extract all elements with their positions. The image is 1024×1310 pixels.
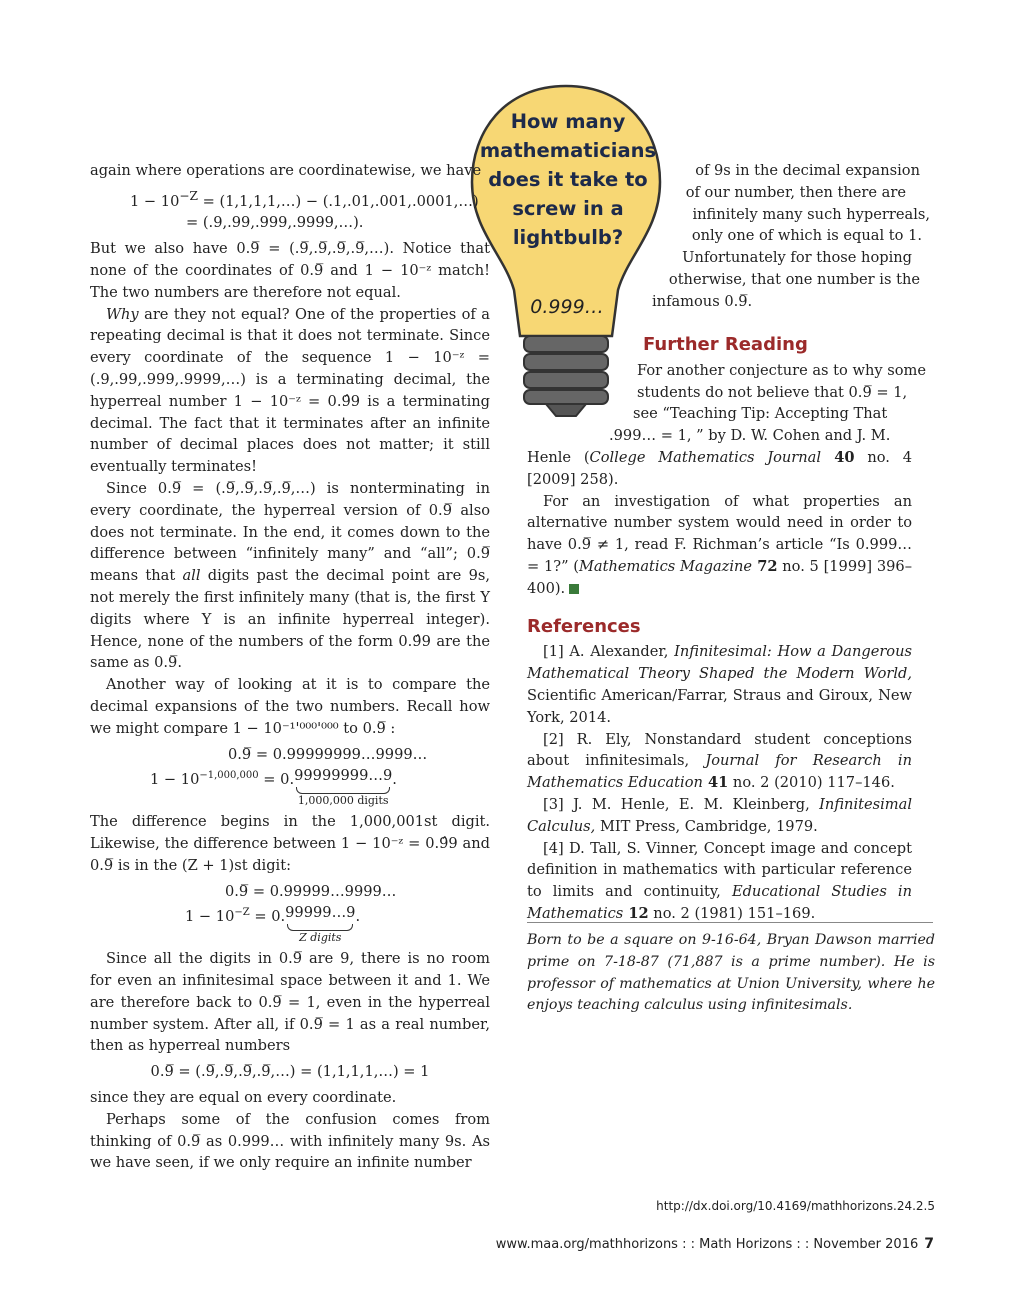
- equation-line: [185, 881, 490, 903]
- eq-term: 0.9̅ = 0.99999999…9999…: [228, 745, 428, 763]
- doi-link[interactable]: http://dx.doi.org/10.4169/mathhorizons.24.2.5: [656, 1199, 935, 1213]
- ref-title: Infinitesimal Calculus,: [527, 795, 912, 835]
- paragraph: [527, 491, 912, 600]
- bulb-line: does it take to: [488, 168, 648, 191]
- text: Scientific American/Farrar, Straus and Giroux, New York, 2014.: [527, 686, 912, 726]
- right-column: [527, 334, 926, 925]
- equation-block: [90, 186, 490, 234]
- reference-item: [527, 729, 912, 794]
- left-column: [90, 160, 490, 1174]
- equation-line: [130, 186, 490, 213]
- ref-title: Infinitesimal: How a Dangerous Mathematical Theory Shaped the Modern World,: [527, 643, 912, 683]
- brace-shape: [287, 924, 353, 931]
- text: Since 0.9̅ = (.9̅,.9̅,.9̅,.9̅,…) is nonterminating in every coordinate, the hyperreal version of 0.9̅ also does not terminate. In the end, it comes down to the difference between “infinitely many” and “all”; 0.9̅ means that: [90, 480, 490, 585]
- underbrace: [294, 765, 392, 807]
- divider: [527, 922, 933, 923]
- ref-title: Journal for Research in Mathematics Education: [527, 752, 912, 792]
- eq-term: .: [392, 771, 397, 789]
- section-heading-further-reading: Further Reading: [643, 334, 808, 355]
- eq-term: = 0.: [254, 908, 286, 926]
- equation-line: [150, 765, 490, 807]
- wrapped-line: Unfortunately for those hoping: [682, 249, 912, 267]
- author-bio: Born to be a square on 9-16-64, Bryan Dawson married prime on 7-18-87 (71,887 is a prime number). He is professor of mathematics at Union University, where he enjoys teaching calculus using infinitesimals.: [527, 932, 935, 1014]
- text: Henle (: [527, 448, 590, 466]
- text: digits past the decimal point are 9s, not merely the first infinitely many (that is, the first Y digits where Y is an infinite hyperreal integer). Hence, none of the numbers of the form 0.9̂9 are the same as 0.9̅.: [90, 567, 490, 672]
- wrapped-line: only one of which is equal to 1.: [691, 227, 922, 245]
- eq-term: 1 − 10: [130, 192, 180, 210]
- bulb-line: screw in a: [512, 197, 624, 220]
- equation-line: [185, 902, 490, 944]
- ref-title: Educational Studies in Mathematics: [527, 883, 912, 922]
- brace-label: 1,000,000 digits: [297, 794, 389, 808]
- bulb-line: mathematicians: [479, 139, 657, 162]
- journal-title: Mathematics Magazine: [578, 557, 753, 575]
- eq-term: 0.9̅ = 0.99999…9999…: [225, 882, 397, 900]
- text: [3] J. M. Henle, E. M. Kleinberg,: [543, 795, 820, 813]
- text: [1] A. Alexander,: [543, 643, 675, 661]
- bulb-line: How many: [510, 110, 626, 133]
- wrapped-line: of our number, then there are: [685, 183, 906, 201]
- page-footer: [496, 1236, 934, 1252]
- text: no. 4 [2009] 258).: [527, 448, 912, 488]
- eq-term: 0.9̅ = (.9̅,.9̅,.9̅,.9̅,…) = (1,1,1,1,…) = 1: [150, 1063, 430, 1081]
- text: [2] R. Ely, Nonstandard student conceptions about infinitesimals,: [527, 730, 912, 770]
- paragraph: Since all the digits in 0.9̅ are 9, there is no room for even an infinitesimal space between it and 1. We are therefore back to 0.9̅ = 1, even in the hyperreal number system. After all, if 0.9̅ = 1 as a real number, then as hyperreal numbers: [90, 950, 490, 1055]
- wrapped-line: For another conjecture as to why some: [637, 361, 926, 379]
- end-square-icon: [569, 584, 579, 594]
- text: For an investigation of what properties an alternative number system would need in order to have 0.9̅ ≠ 1, read F. Richman’s article “Is 0.999… = 1?” (: [527, 492, 912, 575]
- wrapped-text: [640, 160, 930, 313]
- paragraph: The difference begins in the 1,000,001st digit. Likewise, the difference between 1 − 10⁻ᶻ = 0.9̂9 and 0.9̅ is in the (Z + 1)st digit:: [90, 813, 490, 874]
- wrapped-line: of 9s in the decimal expansion: [695, 162, 920, 179]
- paragraph: again where operations are coordinatewise, we have: [90, 162, 482, 179]
- equation-block: [90, 1061, 490, 1083]
- wrapped-line: students do not believe that 0.9̅ = 1,: [637, 383, 908, 401]
- wrapped-line: infamous 0.9̅.: [652, 292, 753, 310]
- volume: 41: [702, 774, 729, 792]
- page-number: 7: [924, 1236, 934, 1252]
- eq-term: = (.9,.99,.999,.9999,…).: [186, 214, 364, 232]
- equation-block: [90, 881, 490, 945]
- bulb-line: lightbulb?: [512, 226, 624, 249]
- eq-digits: 99999999…9: [294, 767, 393, 785]
- footer-text: www.maa.org/mathhorizons : : Math Horizons : : November 2016: [495, 1237, 919, 1252]
- brace-label: Z digits: [299, 931, 342, 945]
- eq-term: = (1,1,1,1,…) − (.1,.01,.001,.0001,…): [202, 192, 479, 210]
- text: no. 2 (2010) 117–146.: [728, 774, 895, 792]
- eq-term: = 0.: [263, 771, 295, 789]
- text: [4] D. Tall, S. Vinner, Concept image and concept definition in mathematics with particular reference to limits and continuity,: [527, 839, 912, 901]
- reference-item: [527, 641, 912, 728]
- equation-line: [150, 744, 490, 766]
- volume: 72: [752, 557, 778, 575]
- eq-digits: 99999…9: [285, 904, 356, 922]
- text: are they not equal? One of the properties of a repeating decimal is that it does not terminate. Since every coordinate of the sequence 1 − 10⁻ᶻ = (.9,.99,.999,.9999,…) is a terminating decimal, the hyperreal number 1 − 10⁻ᶻ = 0.9̂9 is a terminating decimal. The fact that it terminates after an infinite number of decimal places does not matter; it still eventually terminates!: [90, 305, 490, 476]
- paragraph: [527, 447, 912, 491]
- paragraph: Perhaps some of the confusion comes from thinking of 0.9̅ as 0.999… with infinitely many 9s. As we have seen, if we only require an infinite number: [90, 1110, 490, 1172]
- volume: 12: [623, 904, 649, 922]
- eq-exponent: −Z: [179, 188, 199, 203]
- paragraph: But we also have 0.9̅ = (.9̅,.9̅,.9̅,.9̅,…). Notice that none of the coordinates of 0.9̅ and 1 − 10⁻ᶻ match! The two numbers are therefore not equal.: [90, 240, 490, 301]
- eq-term: 1 − 10: [150, 771, 200, 789]
- reference-item: [527, 794, 912, 838]
- emphasis: all: [182, 567, 201, 585]
- eq-term: .: [355, 908, 361, 926]
- wrapped-line: see “Teaching Tip: Accepting That: [633, 405, 888, 423]
- bulb-answer: 0.999…: [530, 296, 604, 318]
- paragraph: [90, 304, 490, 478]
- equation-block: [90, 744, 490, 808]
- journal-title: College Mathematics Journal: [589, 448, 822, 466]
- eq-exponent: −Z: [234, 907, 250, 919]
- paragraph: [90, 478, 490, 674]
- volume: 40: [821, 448, 855, 466]
- equation-line: [130, 212, 490, 234]
- eq-term: 1 − 10: [185, 908, 235, 926]
- wrapped-line: infinitely many such hyperreals,: [692, 205, 930, 223]
- underbrace: [285, 902, 355, 944]
- wrapped-line: otherwise, that one number is the: [668, 270, 920, 288]
- section-heading-references: References: [527, 615, 641, 637]
- reference-item: [527, 838, 912, 925]
- text: no. 2 (1981) 151–169.: [648, 904, 816, 922]
- eq-exponent: −1,000,000: [199, 770, 259, 782]
- text: MIT Press, Cambridge, 1979.: [595, 817, 818, 835]
- emphasis: Why: [106, 305, 139, 323]
- wrapped-line: .999… = 1, ” by D. W. Cohen and J. M.: [609, 427, 891, 445]
- paragraph: Another way of looking at it is to compare the decimal expansions of the two numbers. Recall how we might compare 1 − 10⁻¹'⁰⁰⁰'⁰⁰⁰ to 0.9̅ :: [90, 676, 490, 737]
- brace-shape: [296, 787, 390, 794]
- bulb-question: [470, 107, 666, 252]
- paragraph: since they are equal on every coordinate.: [90, 1088, 397, 1106]
- text: no. 5 [1999] 396–400).: [527, 557, 912, 597]
